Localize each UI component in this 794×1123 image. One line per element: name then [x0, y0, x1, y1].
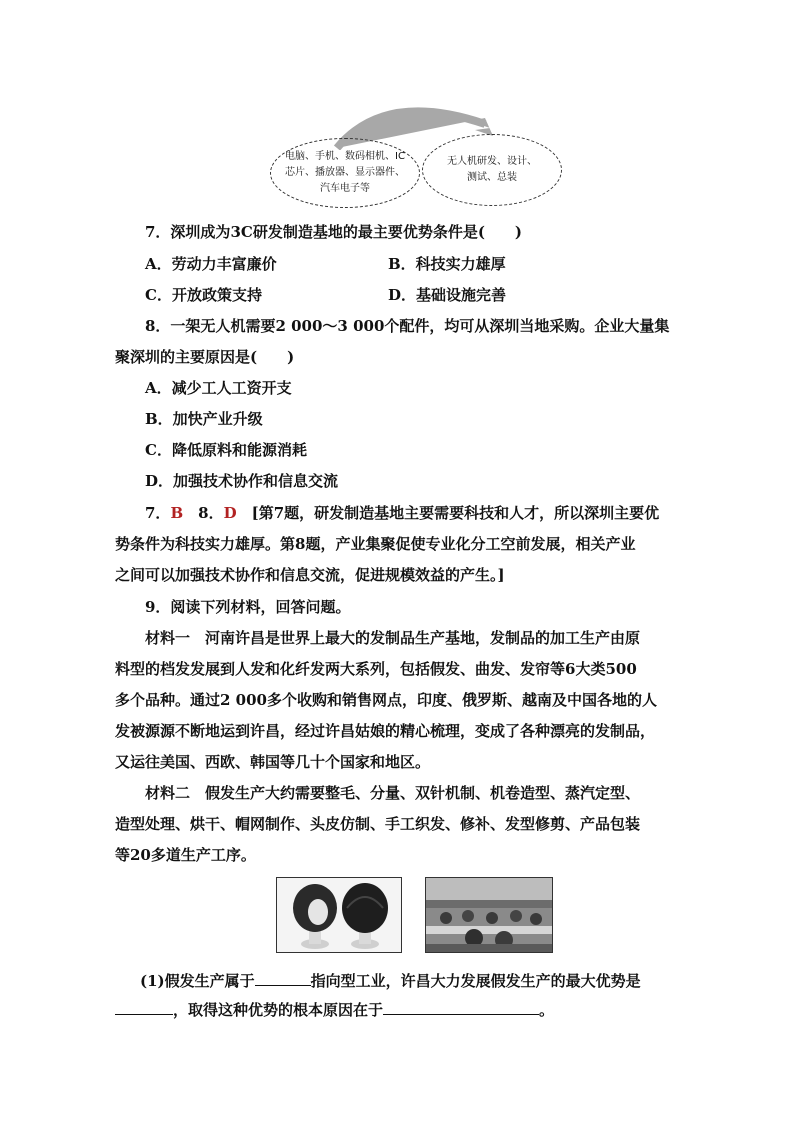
material2-line: 等20多道生产工序。 [115, 846, 256, 864]
left-oval [270, 138, 420, 208]
q9-sub1-text-d: 。 [539, 1001, 555, 1019]
q7-option-b: B．科技实力雄厚 [388, 255, 506, 273]
answer-line1 [145, 503, 659, 523]
answer-blank[interactable] [255, 971, 311, 986]
industry-diagram [270, 100, 570, 210]
right-oval [422, 134, 562, 206]
material1-line: 又运往美国、西欧、韩国等几十个国家和地区。 [115, 753, 431, 771]
q8-stem-line2: 聚深圳的主要原因是( ) [115, 348, 295, 366]
q8-option-d: D．加强技术协作和信息交流 [145, 472, 339, 490]
answer-blank[interactable] [115, 1000, 173, 1015]
q8-option-a: A．减少工人工资开支 [145, 379, 292, 397]
material2-line: 材料二 假发生产大约需要整毛、分量、双针机制、机卷造型、蒸汽定型、 [145, 784, 641, 802]
q9-sub1-line2 [115, 1000, 554, 1020]
explanation-line1: [第7题，研发制造基地主要需要科技和人才，所以深圳主要优 [251, 504, 660, 522]
q9-sub1-text-a: (1)假发生产属于 [140, 972, 255, 990]
explanation-line2: 势条件为科技实力雄厚。第8题，产业集聚促使专业化分工空前发展，相关产业 [115, 535, 636, 553]
material1-line: 料型的档发发展到人发和化纤发两大系列，包括假发、曲发、发帘等6大类500 [115, 660, 637, 678]
q8-option-b: B．加快产业升级 [145, 410, 263, 428]
answer-blank[interactable] [383, 1000, 539, 1015]
q8-option-c: C．降低原料和能源消耗 [145, 441, 307, 459]
left-oval-line: 芯片、播放器、显示器件、 [285, 167, 405, 178]
material1-line: 材料一 河南许昌是世界上最大的发制品生产基地，发制品的加工生产由原 [145, 629, 641, 647]
material2-line: 造型处理、烘干、帽网制作、头皮仿制、手工织发、修补、发型修剪、产品包装 [115, 815, 641, 833]
answer-number-7: 7． [145, 504, 171, 522]
q9-sub1-text-c: ，取得这种优势的根本原因在于 [173, 1001, 384, 1019]
factory-photo [425, 877, 553, 953]
q7-option-d: D．基础设施完善 [388, 286, 507, 304]
q9-sub1-text-b: 指向型工业，许昌大力发展假发生产的最大优势是 [310, 972, 641, 990]
answer-7: B [170, 504, 184, 522]
wig-image-icon [277, 878, 401, 952]
left-oval-line: 汽车电子等 [320, 183, 370, 194]
wig-photo [276, 877, 402, 953]
answer-number-8: 8． [198, 504, 224, 522]
q9-stem: 9．阅读下列材料，回答问题。 [145, 598, 351, 616]
q7-option-c: C．开放政策支持 [145, 286, 262, 304]
explanation-line3: 之间可以加强技术协作和信息交流，促进规模效益的产生。] [115, 566, 505, 584]
material1-line: 发被源源不断地运到许昌，经过许昌姑娘的精心梳理，变成了各种漂亮的发制品， [115, 722, 656, 740]
answer-8: D [223, 504, 237, 522]
material1-line: 多个品种。通过2 000多个收购和销售网点，印度、俄罗斯、越南及中国各地的人 [115, 691, 657, 709]
left-oval-line: 电脑、手机、数码相机、IC [285, 151, 405, 162]
factory-workers-image-icon [426, 878, 552, 952]
q8-stem-line1: 8．一架无人机需要2 000～3 000个配件，均可从深圳当地采购。企业大量集 [145, 317, 670, 335]
q7-option-a: A．劳动力丰富廉价 [145, 255, 277, 273]
q7-stem: 7．深圳成为3C研发制造基地的最主要优势条件是( ) [145, 223, 523, 241]
q9-sub1-line1 [140, 971, 641, 991]
right-oval-line: 测试、总装 [467, 172, 517, 183]
right-oval-line: 无人机研发、设计、 [447, 156, 537, 167]
